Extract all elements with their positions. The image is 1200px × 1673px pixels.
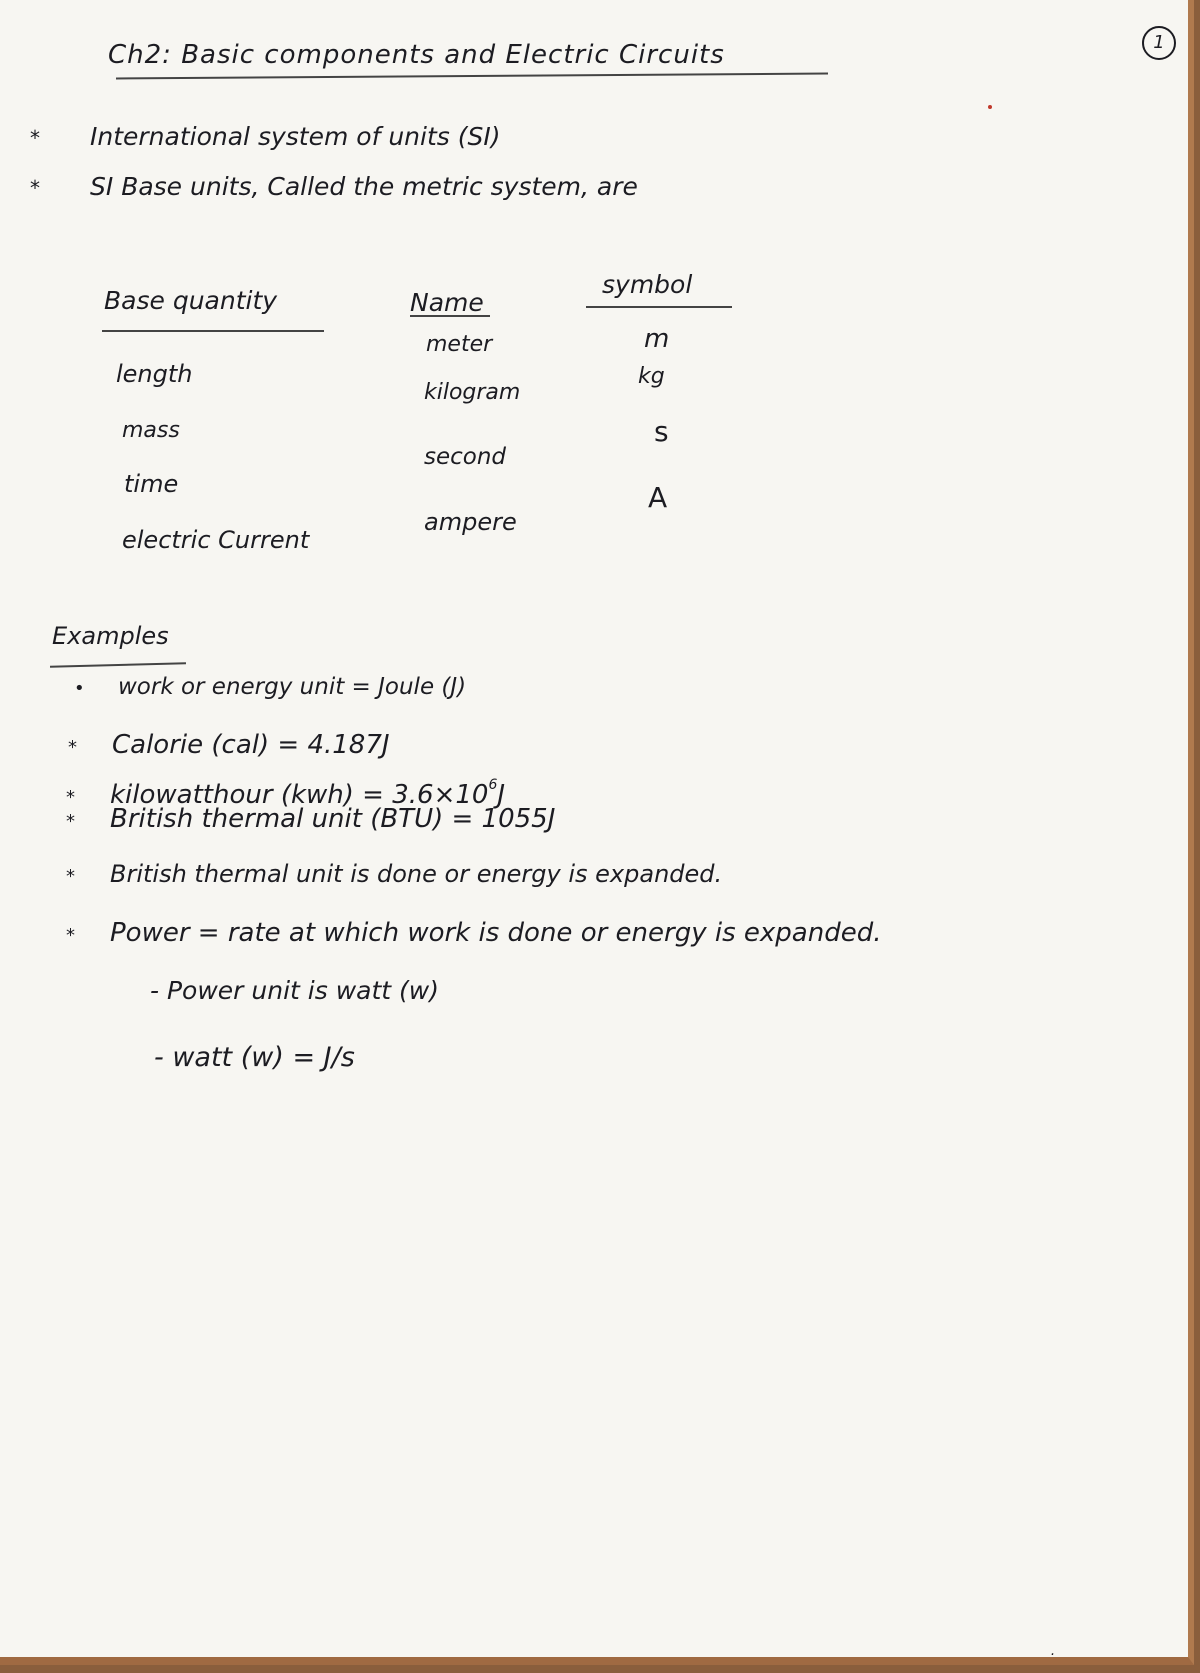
example-text: kilowatthour (kwh) = 3.6×10	[110, 780, 489, 810]
table-cell-name: second	[424, 444, 507, 470]
header-underline-quantity	[102, 330, 324, 332]
intro-line-base-units	[30, 174, 638, 199]
example-joule	[74, 676, 466, 699]
intro-line-si	[30, 124, 500, 149]
exponent: 6	[488, 777, 498, 793]
bullet-star-icon: *	[66, 811, 75, 832]
header-underline-symbol	[586, 306, 732, 308]
example-text: British thermal unit is done or energy is expanded.	[110, 860, 723, 888]
page-title: Ch2: Basic components and Electric Circuits	[108, 40, 725, 70]
table-cell-quantity: time	[124, 470, 179, 498]
example-calorie	[68, 732, 390, 758]
table-cell-name: meter	[426, 332, 493, 357]
examples-heading: Examples	[52, 622, 169, 650]
bullet-star-icon: *	[66, 925, 75, 946]
example-power	[66, 920, 881, 946]
table-cell-quantity: length	[116, 360, 193, 388]
example-text: Calorie (cal) = 4.187J	[112, 730, 390, 760]
power-unit-line: - Power unit is watt (w)	[150, 976, 439, 1005]
example-text: Power = rate at which work is done or energy is expanded.	[110, 918, 882, 948]
bullet-star-icon: *	[68, 737, 77, 758]
table-cell-symbol: s	[654, 415, 669, 448]
table-header-quantity: Base quantity	[104, 286, 278, 315]
table-cell-quantity: mass	[122, 418, 180, 443]
watt-definition-line: - watt (w) = J/s	[154, 1042, 355, 1073]
bullet-star-icon: *	[30, 176, 40, 200]
table-header-symbol: symbol	[602, 270, 693, 299]
bullet-star-icon: *	[66, 866, 75, 887]
intro-line-1-text: International system of units (SI)	[90, 122, 501, 151]
table-cell-symbol: A	[648, 481, 668, 514]
example-btu	[66, 806, 555, 832]
page-number: 1	[1142, 26, 1176, 60]
table-cell-symbol: kg	[638, 364, 665, 389]
title-underline	[116, 73, 828, 80]
table-header-name: Name	[410, 288, 484, 317]
table-cell-name: kilogram	[424, 380, 521, 405]
ink-dot	[988, 105, 992, 109]
bullet-dot-icon: •	[74, 678, 85, 699]
table-cell-name: ampere	[424, 508, 517, 536]
intro-line-2-text: SI Base units, Called the metric system, are	[90, 172, 638, 201]
header-underline-name	[410, 315, 490, 317]
examples-underline	[50, 662, 186, 668]
table-cell-quantity: electric Current	[122, 526, 310, 554]
example-text: British thermal unit (BTU) = 1055J	[110, 804, 556, 834]
unit: J	[497, 780, 506, 810]
example-british-thermal	[66, 862, 722, 886]
example-text: work or energy unit = Joule (J)	[118, 674, 467, 700]
pen-mark: ·	[1050, 1647, 1055, 1663]
table-cell-symbol: m	[644, 324, 670, 354]
bullet-star-icon: *	[66, 787, 75, 808]
bullet-star-icon: *	[30, 126, 40, 150]
